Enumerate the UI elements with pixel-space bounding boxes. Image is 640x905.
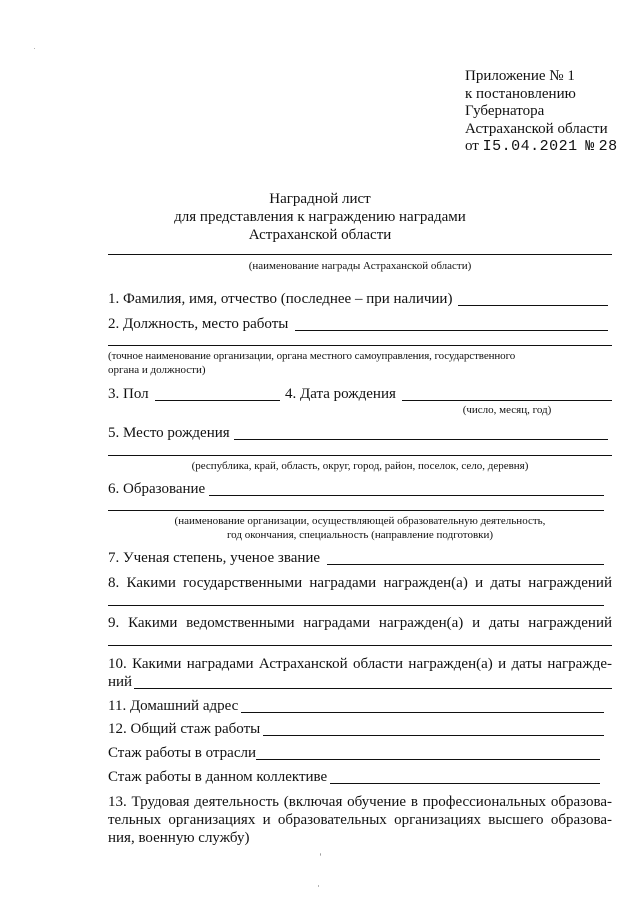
scan-speck [318,885,319,887]
org-caption-line-2: органа и должности) [108,364,206,376]
field-12-line[interactable] [263,735,604,736]
field-3-label: 3. Пол [108,386,149,402]
field-11-line[interactable] [241,712,604,713]
field-13-line-3: ния, военную службу) [108,830,250,846]
education-caption-line-1: (наименование организации, осуществляющей образовательную деятельность, [174,515,546,527]
stazh-kollektiv-line[interactable] [330,783,600,784]
field-4-label: 4. Дата рождения [285,386,396,402]
field-1-label: 1. Фамилия, имя, отчество (последнее – при наличии) [108,291,453,307]
field-6-line-2[interactable] [108,510,604,511]
field-2-line[interactable] [295,330,608,331]
field-7-line[interactable] [327,564,604,565]
appendix-line-1: Приложение № 1 [465,68,575,84]
education-caption-line-2: год окончания, специальность (направление подготовки) [226,529,494,541]
field-8-line[interactable] [108,605,604,606]
decree-number: 28 [598,138,618,155]
field-9-line[interactable] [108,645,612,646]
field-13-line-1: 13. Трудовая деятельность (включая обучение в профессиональных образова- [108,794,612,810]
field-3-line[interactable] [155,400,280,401]
stazh-otrasl-label: Стаж работы в отрасли [108,745,256,761]
field-5-label: 5. Место рождения [108,425,230,441]
award-name-caption: (наименование награды Астраханской области) [248,260,472,272]
appendix-date-line [465,138,618,156]
field-2-line-2[interactable] [108,345,612,346]
field-7-label: 7. Ученая степень, ученое звание [108,550,321,566]
award-name-line[interactable] [108,254,612,255]
field-11-label: 11. Домашний адрес [108,698,239,714]
birth-date-caption: (число, месяц, год) [462,404,552,416]
org-caption [108,349,616,377]
field-5-line[interactable] [234,439,608,440]
scan-speck [34,48,35,49]
appendix-line-2: к постановлению [465,85,576,102]
field-10-label-line-2: ний [108,674,133,690]
org-caption-line-1: (точное наименование организации, органа местного самоуправления, государственного [108,350,516,362]
field-10-line[interactable] [134,688,612,689]
field-13-label [108,793,612,847]
field-9-label: 9. Какими ведомственными наградами награжден(а) и даты награждений [108,615,612,631]
field-6-label: 6. Образование [108,481,206,497]
field-10-label-line-1: 10. Какими наградами Астраханской области награжден(а) и даты награжде- [108,656,612,672]
field-13-line-2: тельных организациях и образовательных организациях высшего образова- [108,812,612,828]
date-prefix: от [465,138,479,154]
field-6-line[interactable] [209,495,604,496]
appendix-line-3: Губернатора [465,103,545,119]
field-5-line-2[interactable] [108,455,612,456]
document-title [0,190,640,244]
field-12-label: 12. Общий стаж работы [108,721,261,737]
number-sign: № [585,138,595,155]
education-caption [108,514,612,542]
field-4-line[interactable] [402,400,612,401]
stazh-otrasl-line[interactable] [256,759,600,760]
decree-date: I5.04.2021 [482,138,578,155]
field-2-label: 2. Должность, место работы [108,316,289,332]
birth-place-caption: (республика, край, область, округ, город, район, поселок, село, деревня) [191,460,529,472]
title-line-3: Астраханской области [248,227,392,243]
scan-speck [320,853,321,856]
appendix-block [465,68,618,156]
stazh-kollektiv-label: Стаж работы в данном коллективе [108,769,328,785]
title-line-1: Наградной лист [269,191,371,207]
title-line-2: для представления к награждению наградами [174,209,466,225]
appendix-line-4: Астраханской области [465,120,608,137]
field-1-line[interactable] [458,305,608,306]
field-8-label: 8. Какими государственными наградами награжден(а) и даты награждений [108,575,612,591]
